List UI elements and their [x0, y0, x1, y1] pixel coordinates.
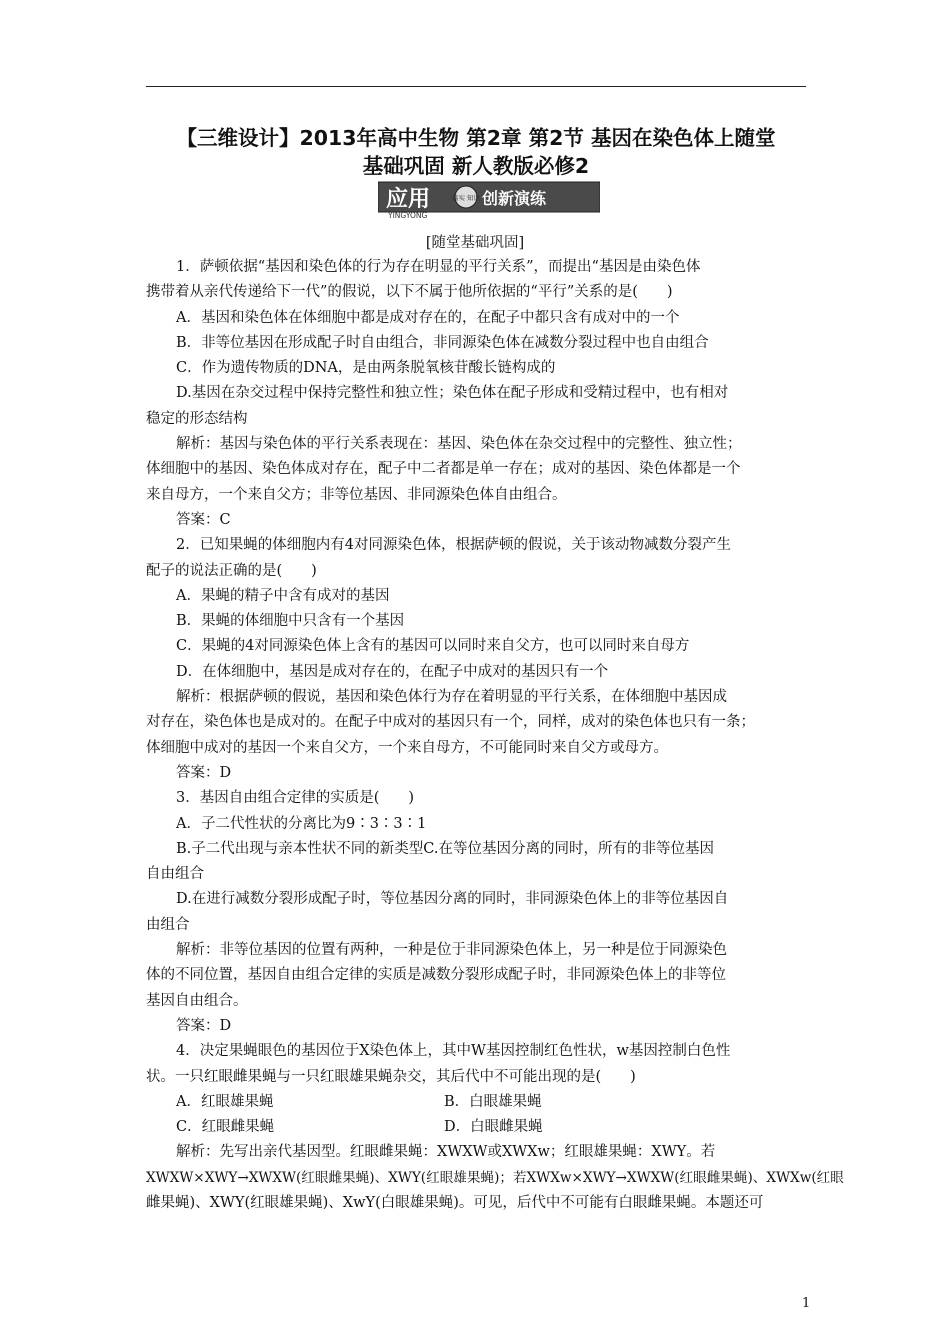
q1-option-c: C．作为遗传物质的DNA，是由两条脱氧核苷酸长链构成的: [176, 360, 556, 377]
q4-analysis: 解析：先写出亲代基因型。红眼雌果蝇：XWXW或XWXw；红眼雄果蝇：XWY。若: [176, 1144, 716, 1161]
section-title: [随堂基础巩固]: [425, 235, 525, 251]
q1-stem: 1．萨顿依据“基因和染色体的行为存在明显的平行关系”，而提出“基因是由染色体: [176, 259, 701, 275]
q1-option-d-cont: 稳定的形态结构: [146, 410, 248, 427]
q4-option-c: C．红眼雌果蝇: [176, 1119, 275, 1136]
q2-stem-cont: 配子的说法正确的是( ): [146, 562, 317, 579]
q2-option-d: D．在体细胞中，基因是成对存在的，在配子中成对的基因只有一个: [176, 663, 609, 680]
q4-options-row-1: [146, 1090, 808, 1115]
banner-sub-text: 创新演练: [482, 189, 547, 208]
q4-analysis-cont-1: XWXW×XWY→XWXW(红眼雌果蝇)、XWY(红眼雄果蝇)；若XWXw×XWY→XWXW(红眼雌果蝇)、XWXw(红眼: [146, 1169, 844, 1186]
banner-badge-text: 落实 知识: [451, 194, 481, 202]
q4-stem-cont: 状。一只红眼雌果蝇与一只红眼雄果蝇杂交，其后代中不可能出现的是( ): [146, 1068, 636, 1085]
q3-option-d: D.在进行减数分裂形成配子时，等位基因分离的同时，非同源染色体上的非等位基因自: [176, 891, 729, 908]
q2-answer: 答案：D: [176, 764, 232, 781]
title-line-1: 【三维设计】2013年高中生物 第2章 第2节 基因在染色体上随堂: [176, 126, 776, 150]
q2-analysis-cont-1: 对存在，染色体也是成对的。在配子中成对的基因只有一个，同样，成对的染色体也只有一条；: [146, 714, 755, 731]
banner-pinyin: YINGYONG: [388, 211, 428, 219]
q1-stem-cont: 携带着从亲代传递给下一代”的假说，以下不属于他所依据的“平行”关系的是( ): [146, 284, 673, 301]
q3-stem: 3．基因自由组合定律的实质是( ): [176, 790, 415, 807]
q4-option-a: A．红眼雄果蝇: [176, 1093, 274, 1110]
q3-analysis: 解析：非等位基因的位置有两种，一种是位于非同源染色体上，另一种是位于同源染色: [176, 942, 727, 959]
q3-option-d-cont: 由组合: [146, 916, 190, 933]
q4-options-row-2: [146, 1115, 808, 1140]
q2-analysis: 解析：根据萨顿的假说，基因和染色体行为存在着明显的平行关系，在体细胞中基因成: [176, 689, 727, 706]
q4-analysis-cont-2: 雌果蝇)、XWY(红眼雄果蝇)、XwY(白眼雄果蝇)。可见，后代中不可能有白眼雌果蝇。本题还可: [146, 1194, 764, 1211]
q3-option-a: A．子二代性状的分离比为9∶3∶3∶1: [176, 815, 427, 832]
q1-analysis-cont-1: 体细胞中的基因、染色体成对存在，配子中二者都是单一存在；成对的基因、染色体都是一个: [146, 461, 741, 478]
header-rule: [146, 86, 806, 87]
q1-answer: 答案：C: [176, 511, 231, 528]
q1-option-d: D.基因在杂交过程中保持完整性和独立性；染色体在配子形成和受精过程中，也有相对: [176, 385, 729, 402]
q3-answer: 答案：D: [176, 1017, 232, 1034]
q1-analysis: 解析：基因与染色体的平行关系表现在：基因、染色体在杂交过程中的完整性、独立性；: [176, 436, 742, 453]
q2-stem: 2．已知果蝇的体细胞内有4对同源染色体，根据萨顿的假说，关于该动物减数分裂产生: [176, 537, 731, 554]
q3-option-bc: B.子二代出现与亲本性状不同的新类型C.在等位基因分离的同时，所有的非等位基因: [176, 840, 714, 857]
document-body: [146, 255, 844, 1216]
page-number: 1: [802, 1296, 811, 1311]
title-line-2: 基础巩固 新人教版必修2: [362, 154, 590, 178]
q1-analysis-cont-2: 来自母方，一个来自父方；非等位基因、非同源染色体自由组合。: [146, 486, 567, 503]
q2-option-c: C．果蝇的4对同源染色体上含有的基因可以同时来自父方，也可以同时来自母方: [176, 638, 690, 655]
banner-image: [378, 179, 600, 219]
q2-option-a: A．果蝇的精子中含有成对的基因: [176, 587, 390, 604]
banner-main-text: 应用: [386, 187, 431, 212]
q1-option-b: B．非等位基因在形成配子时自由组合，非同源染色体在减数分裂过程中也自由组合: [176, 334, 709, 351]
q4-option-b: B．白眼雄果蝇: [444, 1093, 542, 1110]
q4-option-d: D．白眼雌果蝇: [444, 1119, 543, 1136]
document-title: [140, 124, 812, 180]
q2-option-b: B．果蝇的体细胞中只含有一个基因: [176, 613, 405, 630]
q2-analysis-cont-2: 体细胞中成对的基因一个来自父方，一个来自母方，不可能同时来自父方或母方。: [146, 739, 668, 756]
q1-option-a: A．基因和染色体在体细胞中都是成对存在的，在配子中都只含有成对中的一个: [176, 309, 680, 326]
q3-option-bc-cont: 自由组合: [146, 866, 204, 883]
q3-analysis-cont-2: 基因自由组合。: [146, 992, 248, 1009]
q3-analysis-cont-1: 体的不同位置，基因自由组合定律的实质是减数分裂形成配子时，非同源染色体上的非等位: [146, 967, 726, 984]
q4-stem: 4．决定果蝇眼色的基因位于X染色体上，其中W基因控制红色性状，w基因控制白色性: [176, 1043, 731, 1060]
